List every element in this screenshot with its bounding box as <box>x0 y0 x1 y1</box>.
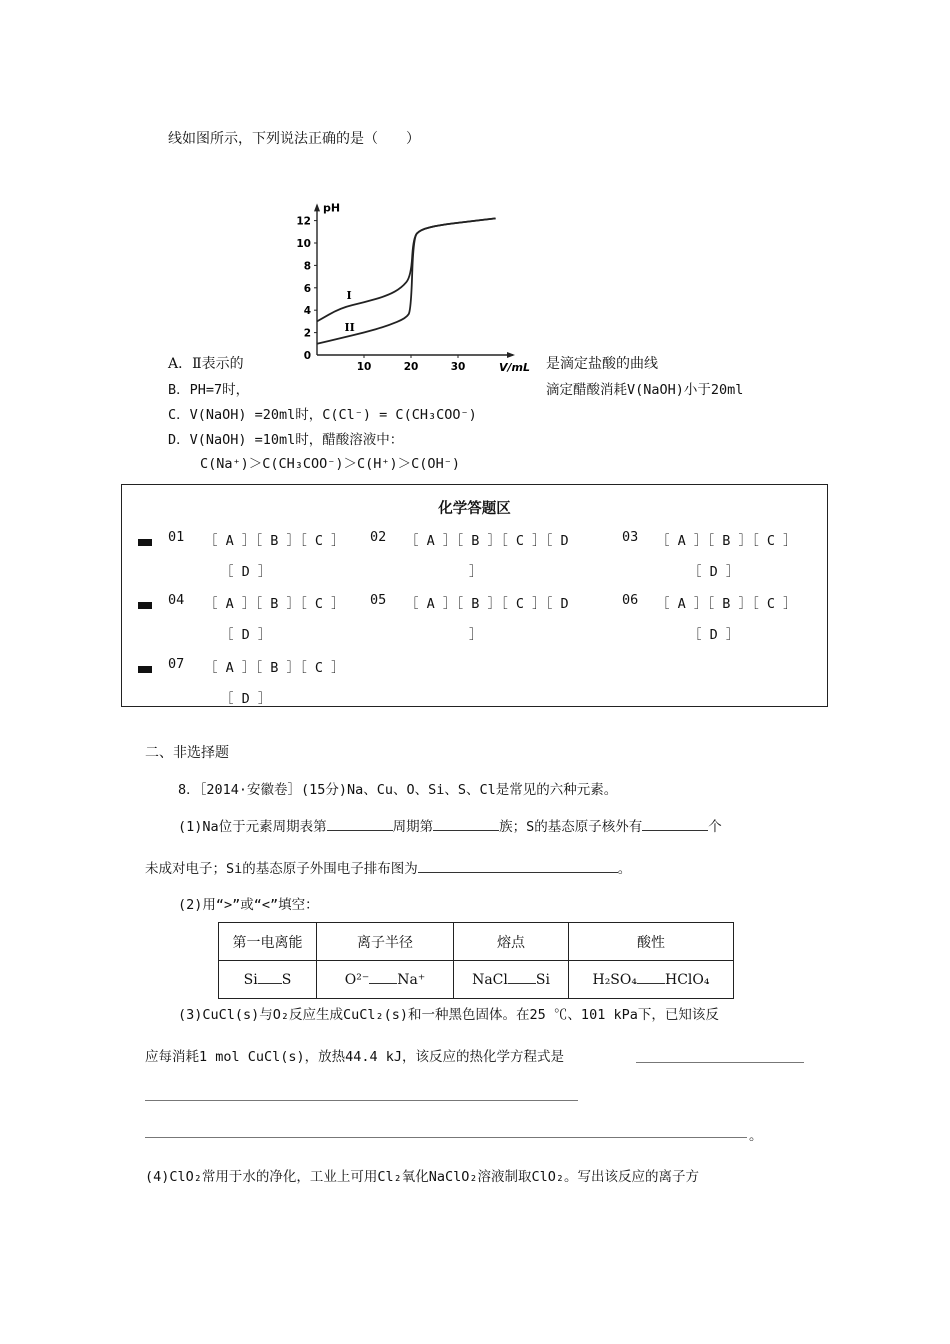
y-tick-label: 2 <box>303 327 311 340</box>
blank-compare[interactable] <box>258 971 282 984</box>
x-tick-label: 30 <box>450 361 466 373</box>
y-axis-arrow <box>314 203 320 211</box>
part-1-line2 <box>145 857 631 877</box>
header-ionization: 第一电离能 <box>219 923 317 961</box>
question-number: 01 <box>168 529 185 545</box>
question-stem: 线如图所示，下列说法正确的是（ ） <box>168 131 420 147</box>
row-marker <box>138 602 152 609</box>
answer-options[interactable]: ［ A ］［ B ］［ C ］ <box>656 596 797 612</box>
chart-axes <box>314 201 530 374</box>
cell-right: HClO₄ <box>665 972 710 988</box>
blank-unpaired[interactable] <box>642 818 708 831</box>
x-tick-label: 10 <box>356 361 372 373</box>
x-axis-label: V/mL <box>499 361 531 374</box>
part-1-text-f: 。 <box>617 861 632 877</box>
answer-options[interactable]: ［ A ］［ B ］［ C ］ <box>656 533 797 549</box>
titration-chart <box>291 185 531 385</box>
chart-curves <box>317 218 496 343</box>
cell-radius <box>317 961 454 999</box>
comparison-table <box>218 922 734 999</box>
cell-melting <box>454 961 569 999</box>
answer-option-d[interactable]: ［ D ］ <box>220 627 272 643</box>
question-8-stem: 8．［2014·安徽卷］(15分)Na、Cu、O、Si、S、Cl是常见的六种元素。 <box>178 782 618 798</box>
part-1-text-c: 族；S的基态原子核外有 <box>499 819 643 835</box>
cell-acidity <box>569 961 734 999</box>
answer-options[interactable]: ［ A ］［ B ］［ C ］［ D <box>405 596 569 612</box>
part-2: (2)用“>”或“<”填空： <box>178 897 319 913</box>
blank-orbital-diagram[interactable] <box>418 860 618 873</box>
section-heading: 二、非选择题 <box>145 745 229 761</box>
answer-option-d[interactable]: ［ D ］ <box>220 564 272 580</box>
question-number: 02 <box>370 529 387 545</box>
blank-compare[interactable] <box>637 971 665 984</box>
question-number: 06 <box>622 592 639 608</box>
option-d: D．V(NaOH) =10ml时，醋酸溶液中： <box>168 432 404 448</box>
part-3-line2: 应每消耗1 mol CuCl(s)，放热44.4 kJ，该反应的热化学方程式是 <box>145 1049 565 1065</box>
y-tick-label: 4 <box>303 305 311 318</box>
question-number: 07 <box>168 656 185 672</box>
question-number: 03 <box>622 529 639 545</box>
blank-group[interactable] <box>433 818 499 831</box>
blank-compare[interactable] <box>369 971 397 984</box>
option-a-left: A．Ⅱ表示的 <box>168 356 244 372</box>
curve-label: II <box>344 321 355 335</box>
y-tick-label: 10 <box>296 238 311 250</box>
row-marker <box>138 666 152 673</box>
answer-option-d[interactable]: ］ <box>469 627 483 643</box>
option-b-left: B．PH=7时， <box>168 382 250 398</box>
header-melting: 熔点 <box>454 923 569 961</box>
y-tick-label: 8 <box>303 260 311 273</box>
part-1-text-a: (1)Na位于元素周期表第 <box>178 819 327 835</box>
answer-sheet <box>121 484 828 707</box>
answer-option-d[interactable]: ［ D ］ <box>688 564 740 580</box>
part-1-text-b: 周期第 <box>392 819 434 835</box>
y-axis-label: pH <box>323 201 341 215</box>
chart-ticks <box>296 216 465 373</box>
cell-left: Si <box>243 972 258 988</box>
header-radius: 离子半径 <box>317 923 454 961</box>
answer-options[interactable]: ［ A ］［ B ］［ C ］ <box>204 533 345 549</box>
x-tick-label: 20 <box>403 361 419 373</box>
cell-right: Na⁺ <box>397 972 426 988</box>
part-3: (3)CuCl(s)与O₂反应生成CuCl₂(s)和一种黑色固体。在25 ℃、101 kPa下，已知该反 <box>178 1007 719 1023</box>
blank-compare[interactable] <box>508 971 536 984</box>
answer-options[interactable]: ［ A ］［ B ］［ C ］ <box>204 596 345 612</box>
answer-sheet-title: 化学答题区 <box>438 501 511 517</box>
answer-line[interactable] <box>145 1137 747 1138</box>
answer-option-d[interactable]: ［ D ］ <box>688 627 740 643</box>
blank-period[interactable] <box>327 818 393 831</box>
y-tick-label: 12 <box>296 215 311 228</box>
option-d-inequality: C(Na⁺)＞C(CH₃COO⁻)＞C(H⁺)＞C(OH⁻) <box>200 456 460 472</box>
cell-left: H₂SO₄ <box>592 972 637 988</box>
answer-option-d[interactable]: ］ <box>469 564 483 580</box>
part-1 <box>178 815 722 835</box>
part-1-text-d: 个 <box>708 819 722 835</box>
answer-option-d[interactable]: ［ D ］ <box>220 691 272 707</box>
cell-left: NaCl <box>472 972 508 988</box>
option-c: C．V(NaOH) =20ml时，C(Cl⁻) = C(CH₃COO⁻) <box>168 407 477 423</box>
part-4: (4)ClO₂常用于水的净化，工业上可用Cl₂氧化NaClO₂溶液制取ClO₂。写出该反应的离子方 <box>145 1169 700 1185</box>
answer-options[interactable]: ［ A ］［ B ］［ C ］［ D <box>405 533 569 549</box>
cell-right: S <box>281 972 292 988</box>
answer-line[interactable] <box>145 1100 578 1101</box>
answer-line[interactable] <box>636 1062 804 1063</box>
answer-options[interactable]: ［ A ］［ B ］［ C ］ <box>204 660 345 676</box>
question-number: 05 <box>370 592 387 608</box>
question-number: 04 <box>168 592 185 608</box>
x-axis-arrow <box>507 352 515 358</box>
cell-left: O²⁻ <box>344 972 370 988</box>
cell-right: Si <box>535 972 550 988</box>
header-acidity: 酸性 <box>569 923 734 961</box>
cell-ionization <box>219 961 317 999</box>
curve-label: I <box>346 288 352 302</box>
y-tick-label: 0 <box>303 350 311 362</box>
y-tick-label: 6 <box>303 282 311 295</box>
part-3-end: 。 <box>749 1128 763 1144</box>
option-a-right: 是滴定盐酸的曲线 <box>546 356 658 372</box>
curve-I <box>317 218 496 321</box>
option-b-right: 滴定醋酸消耗V(NaOH)小于20ml <box>546 382 744 398</box>
row-marker <box>138 539 152 546</box>
part-1-text-e: 未成对电子；Si的基态原子外围电子排布图为 <box>145 861 418 877</box>
